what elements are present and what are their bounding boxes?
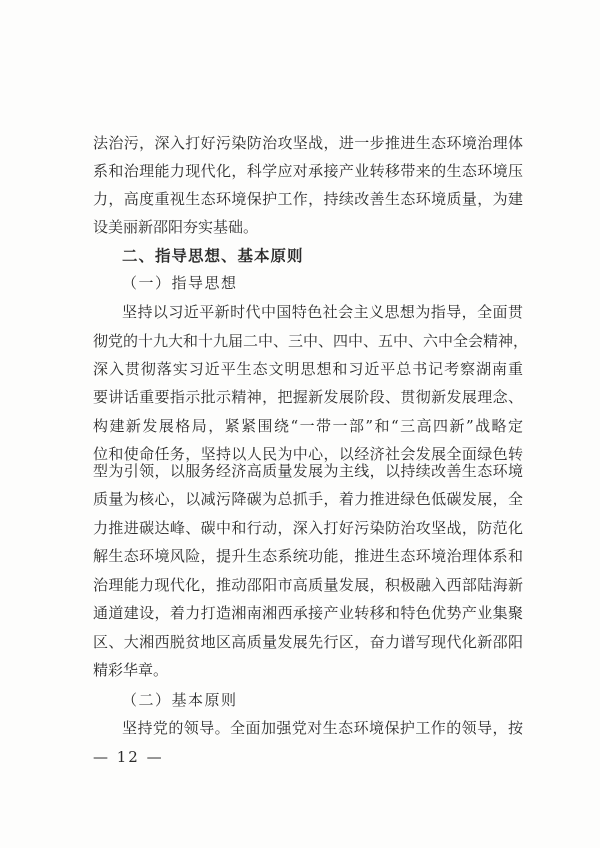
subsection-heading: （二）基本原则 bbox=[122, 691, 238, 709]
body-text-line: 力，高度重视生态环境保护工作，持续改善生态环境质量，为建 bbox=[93, 190, 523, 208]
section-heading: 二、指导思想、基本原则 bbox=[122, 247, 304, 265]
body-text-line: 治理能力现代化，推动邵阳市高质量发展，积极融入西部陆海新 bbox=[93, 576, 523, 594]
page-number: — 12 — bbox=[93, 748, 164, 766]
body-text-line: 彻党的十九大和十九届二中、三中、四中、五中、六中全会精神， bbox=[93, 332, 529, 350]
body-text-line: 深入贯彻落实习近平生态文明思想和习近平总书记考察湖南重 bbox=[93, 360, 523, 378]
body-text-line: 精彩华章。 bbox=[93, 661, 169, 679]
body-text-line: 位和使命任务，坚持以人民为中心，以经济社会发展全面绿色转 bbox=[93, 445, 523, 463]
body-text-line: 质量为核心，以减污降碳为总抓手，着力推进绿色低碳发展，全 bbox=[93, 490, 523, 508]
body-text-line: 系和治理能力现代化，科学应对承接产业转移带来的生态环境压 bbox=[93, 162, 523, 180]
body-text-line: 构建新发展格局，紧紧围绕“一带一部”和“三高四新”战略定 bbox=[93, 417, 523, 435]
body-text-line: 力推进碳达峰、碳中和行动，深入打好污染防治攻坚战，防范化 bbox=[93, 519, 523, 537]
body-text-line: 法治污，深入打好污染防治攻坚战，进一步推进生态环境治理体 bbox=[93, 134, 523, 152]
body-text-line: 区、大湘西脱贫地区高质量发展先行区，奋力谱写现代化新邵阳 bbox=[93, 633, 523, 651]
body-text-line: 通道建设，着力打造湘南湘西承接产业转移和特色优势产业集聚 bbox=[93, 604, 523, 622]
subsection-heading: （一）指导思想 bbox=[122, 274, 238, 292]
body-text-line: 坚持以习近平新时代中国特色社会主义思想为指导，全面贯 bbox=[122, 303, 523, 321]
body-text-line: 设美丽新邵阳夯实基础。 bbox=[93, 218, 259, 236]
body-text-line: 要讲话重要指示批示精神，把握新发展阶段、贯彻新发展理念、 bbox=[93, 388, 523, 406]
body-text-line: 型为引领，以服务经济高质量发展为主线，以持续改善生态环境 bbox=[93, 462, 523, 480]
body-text-line: 解生态环境风险，提升生态系统功能，推进生态环境治理体系和 bbox=[93, 547, 523, 565]
body-text-line: 坚持党的领导。全面加强党对生态环境保护工作的领导，按 bbox=[122, 719, 523, 737]
